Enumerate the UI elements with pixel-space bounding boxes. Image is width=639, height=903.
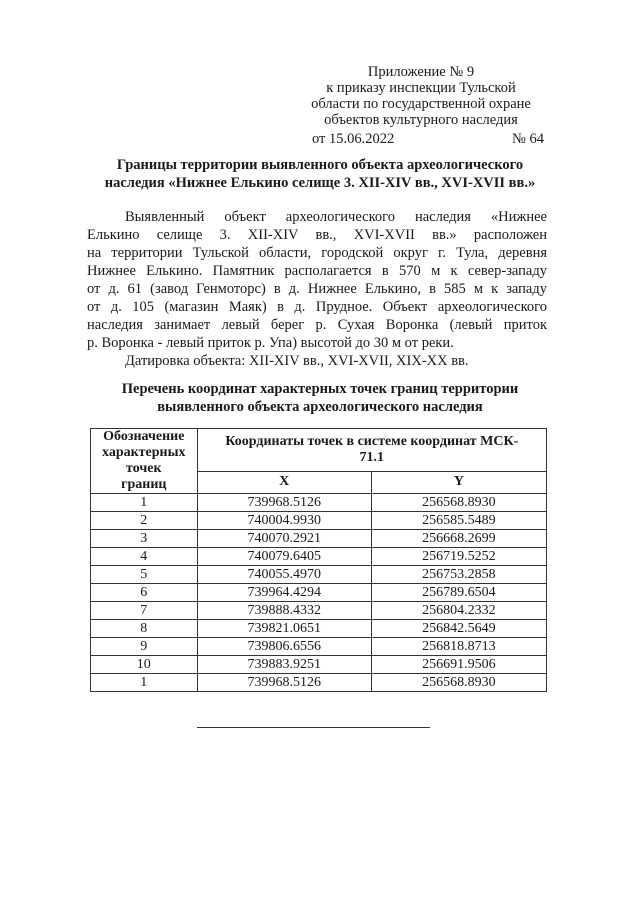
y-coordinate-cell: 256753.2858 xyxy=(371,566,546,584)
paragraph-line: от д. 105 (магазин Маяк) в д. Прудное. Объект археологического xyxy=(87,299,547,315)
coordinates-header-line: Координаты точек в системе координат МСК- xyxy=(225,433,519,449)
coordinates-header-line: 71.1 xyxy=(359,449,385,465)
appendix-heritage-line: объектов культурного наследия xyxy=(324,112,518,128)
table-row xyxy=(91,656,547,674)
table-title xyxy=(80,380,560,416)
appendix-date-row xyxy=(296,131,546,147)
x-coordinate-cell: 740079.6405 xyxy=(197,548,371,566)
description-paragraph xyxy=(87,208,547,370)
header-label-line: границ xyxy=(121,477,167,492)
appendix-authority-line: области по государственной охране xyxy=(311,96,531,112)
point-number-cell: 1 xyxy=(91,674,198,692)
coordinates-header xyxy=(197,429,546,472)
table-row xyxy=(91,620,547,638)
table-row xyxy=(91,512,547,530)
order-number: № 64 xyxy=(512,131,544,147)
x-coordinate-cell: 739883.9251 xyxy=(197,656,371,674)
point-number-cell: 1 xyxy=(91,494,198,512)
appendix-block xyxy=(296,64,546,147)
table-row xyxy=(91,530,547,548)
y-coordinate-cell: 256568.8930 xyxy=(371,494,546,512)
paragraph-line: р. Воронка - левый приток р. Упа) высотой до 30 м от реки. xyxy=(87,335,454,351)
title-line-2: наследия «Нижнее Елькино селище 3. XII-XIV вв., XVI-XVII вв.» xyxy=(104,175,536,191)
y-column-header: Y xyxy=(371,471,546,493)
y-coordinate-cell: 256585.5489 xyxy=(371,512,546,530)
point-number-cell: 9 xyxy=(91,638,198,656)
x-coordinate-cell: 739821.0651 xyxy=(197,620,371,638)
x-coordinate-cell: 740055.4970 xyxy=(197,566,371,584)
y-coordinate-cell: 256691.9506 xyxy=(371,656,546,674)
point-number-cell: 4 xyxy=(91,548,198,566)
point-number-cell: 6 xyxy=(91,584,198,602)
y-coordinate-cell: 256568.8930 xyxy=(371,674,546,692)
table-title-line-1: Перечень координат характерных точек границ территории xyxy=(121,381,519,397)
point-number-cell: 8 xyxy=(91,620,198,638)
x-coordinate-cell: 739968.5126 xyxy=(197,494,371,512)
header-label-line: характерных xyxy=(102,445,186,460)
x-coordinate-cell: 739888.4332 xyxy=(197,602,371,620)
header-label-line: Обозначение xyxy=(103,429,185,444)
dating-line: Датировка объекта: XII-XIV вв., XVI-XVII, XIX-XX вв. xyxy=(125,353,469,369)
point-number-cell: 7 xyxy=(91,602,198,620)
table-row xyxy=(91,566,547,584)
y-coordinate-cell: 256842.5649 xyxy=(371,620,546,638)
x-coordinate-cell: 739964.4294 xyxy=(197,584,371,602)
y-coordinate-cell: 256668.2699 xyxy=(371,530,546,548)
y-coordinate-cell: 256804.2332 xyxy=(371,602,546,620)
point-number-cell: 3 xyxy=(91,530,198,548)
appendix-order-line: к приказу инспекции Тульской xyxy=(326,80,516,96)
appendix-number: Приложение № 9 xyxy=(367,64,475,80)
point-label-header xyxy=(91,429,198,494)
x-column-header: X xyxy=(197,471,371,493)
table-row xyxy=(91,548,547,566)
document-title xyxy=(80,156,560,192)
point-number-cell: 5 xyxy=(91,566,198,584)
table-title-line-2: выявленного объекта археологического наследия xyxy=(157,399,483,415)
table-row xyxy=(91,638,547,656)
paragraph-line: от д. 61 (завод Генмоторс) в д. Нижнее Елькино, в 585 м к западу xyxy=(87,281,547,297)
x-coordinate-cell: 739968.5126 xyxy=(197,674,371,692)
order-date: от 15.06.2022 xyxy=(312,131,395,147)
y-coordinate-cell: 256789.6504 xyxy=(371,584,546,602)
x-coordinate-cell: 740070.2921 xyxy=(197,530,371,548)
table-row xyxy=(91,584,547,602)
table-header-row xyxy=(91,429,547,472)
y-coordinate-cell: 256719.5252 xyxy=(371,548,546,566)
paragraph-line: Выявленный объект археологического наследия «Нижнее xyxy=(125,209,547,225)
point-number-cell: 2 xyxy=(91,512,198,530)
coordinates-table xyxy=(90,428,547,692)
x-coordinate-cell: 739806.6556 xyxy=(197,638,371,656)
table-row xyxy=(91,602,547,620)
paragraph-line: наследия занимает левый берег р. Сухая Воронка (левый приток xyxy=(87,317,547,333)
coordinates-table-body xyxy=(91,494,547,692)
closing-rule xyxy=(197,727,430,728)
paragraph-line: Елькино селище 3. XII-XIV вв., XVI-XVII вв.» расположен xyxy=(87,227,547,243)
header-label-line: точек xyxy=(126,461,162,476)
table-row xyxy=(91,674,547,692)
point-number-cell: 10 xyxy=(91,656,198,674)
y-coordinate-cell: 256818.8713 xyxy=(371,638,546,656)
title-line-1: Границы территории выявленного объекта археологического xyxy=(116,157,524,173)
table-row xyxy=(91,494,547,512)
x-coordinate-cell: 740004.9930 xyxy=(197,512,371,530)
paragraph-line: Нижнее Елькино. Памятник располагается в 570 м к север-западу xyxy=(87,263,547,279)
paragraph-line: на территории Тульской области, городской округ г. Тула, деревня xyxy=(87,245,547,261)
